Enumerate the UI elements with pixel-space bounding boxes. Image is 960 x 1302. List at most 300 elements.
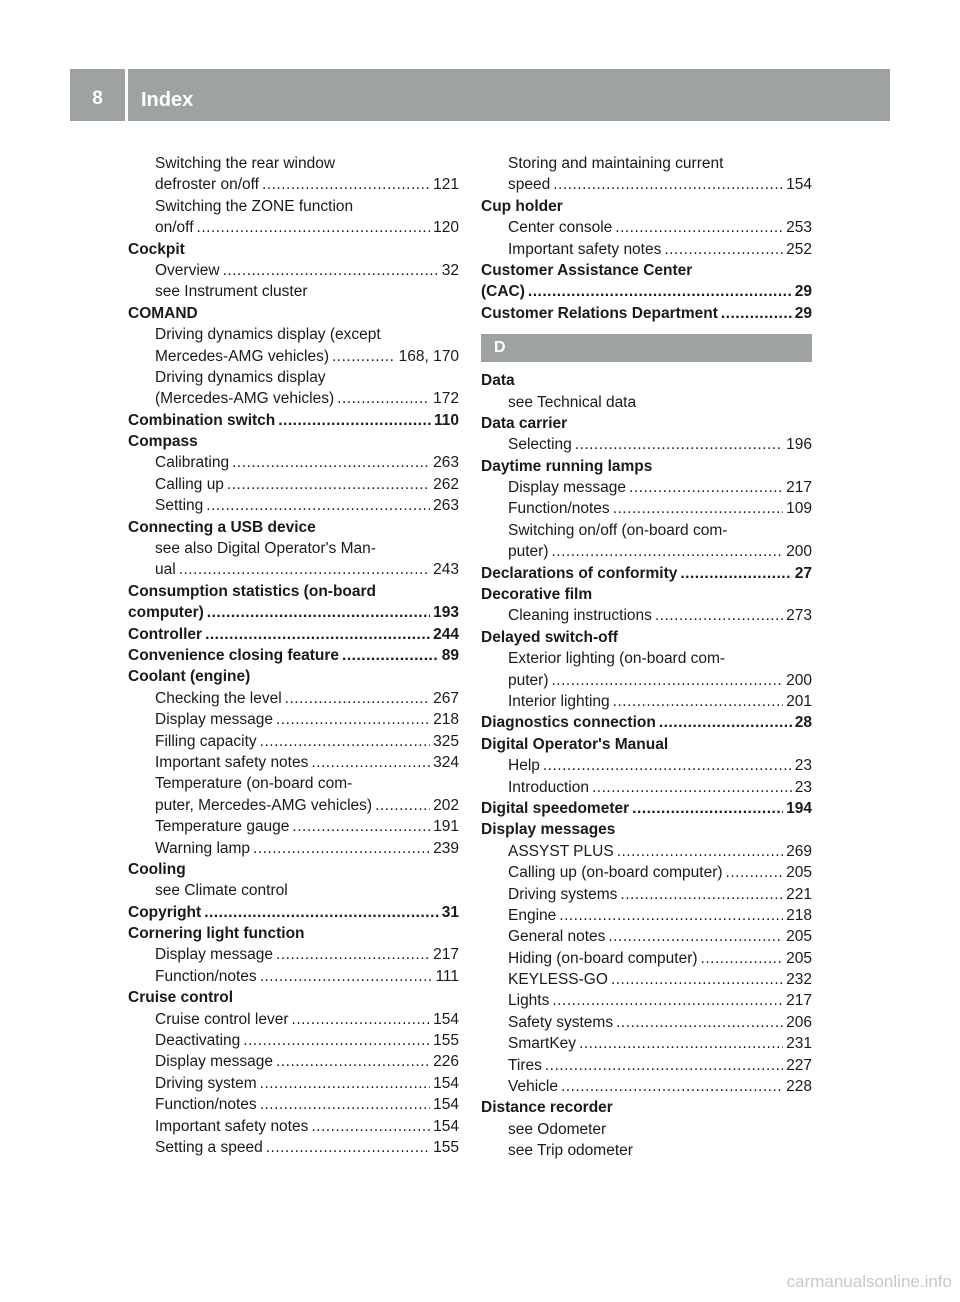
dot-leader: [552, 670, 784, 691]
index-subentry: [481, 174, 812, 195]
dot-leader: [204, 902, 439, 923]
dot-leader: [616, 1012, 783, 1033]
index-subentry: [128, 773, 459, 794]
entry-text: on/off: [155, 219, 194, 237]
entry-text: Cup holder: [481, 197, 563, 215]
entry-text: Controller: [128, 625, 203, 643]
page-reference: 226: [433, 1053, 459, 1071]
entry-text: Convenience closing feature: [128, 646, 340, 664]
page-reference: 232: [786, 971, 812, 989]
index-subentry: [481, 153, 812, 174]
page-reference: 253: [786, 219, 812, 237]
entry-text: Important safety notes: [155, 753, 309, 771]
entry-text: Temperature (on-board com-: [155, 775, 353, 793]
entry-text: Important safety notes: [155, 1117, 309, 1135]
entry-text: Cockpit: [128, 240, 185, 258]
index-subentry: [481, 605, 812, 626]
entry-text: Vehicle: [508, 1078, 558, 1096]
index-subentry: [481, 990, 812, 1011]
entry-text: Warning lamp: [155, 839, 251, 857]
dot-leader: [278, 410, 431, 431]
dot-leader: [253, 838, 430, 859]
page-reference: 227: [786, 1056, 812, 1074]
dot-leader: [545, 1055, 783, 1076]
index-subentry: [128, 217, 459, 238]
page-reference: 110: [433, 411, 459, 429]
page-reference: 89: [441, 646, 459, 664]
entry-text: Calling up: [155, 475, 224, 493]
entry-text: see Odometer: [508, 1120, 607, 1138]
page-reference: 172: [433, 390, 459, 408]
index-subentry: [481, 1140, 812, 1161]
dot-leader: [227, 474, 430, 495]
entry-text: Selecting: [508, 436, 572, 454]
entry-text: Tires: [508, 1056, 542, 1074]
index-subentry: [481, 1055, 812, 1076]
entry-text: Checking the level: [155, 689, 282, 707]
entry-text: Distance recorder: [481, 1099, 613, 1117]
entry-text: SmartKey: [508, 1035, 577, 1053]
index-subentry: [128, 944, 459, 965]
entry-text: (CAC): [481, 283, 525, 301]
entry-text: Daytime running lamps: [481, 457, 653, 475]
dot-leader: [629, 477, 783, 498]
page-reference: 111: [435, 967, 459, 985]
dot-leader: [285, 688, 430, 709]
index-heading: [481, 456, 812, 477]
page-title: Index: [141, 89, 194, 111]
entry-text: Deactivating: [155, 1032, 241, 1050]
index-heading: [481, 196, 812, 217]
page-reference: 191: [433, 818, 459, 836]
entry-text: Driving systems: [508, 885, 618, 903]
entry-text: Coolant (engine): [128, 668, 251, 686]
index-heading: [481, 712, 812, 733]
dot-leader: [664, 239, 783, 260]
entry-text: Data carrier: [481, 414, 568, 432]
dot-leader: [260, 1073, 430, 1094]
entry-text: Combination switch: [128, 411, 276, 429]
page-reference: 231: [786, 1035, 812, 1053]
index-heading: [128, 303, 459, 324]
page-reference: 263: [433, 497, 459, 515]
index-subentry: [128, 1009, 459, 1030]
index-subentry: [128, 196, 459, 217]
page-reference: 324: [433, 753, 459, 771]
index-subentry: [481, 884, 812, 905]
page-reference: 202: [433, 796, 459, 814]
dot-leader: [262, 174, 430, 195]
entry-text: Diagnostics connection: [481, 714, 656, 732]
entry-text: puter): [508, 543, 549, 561]
index-subentry: [481, 755, 812, 776]
index-subentry: [128, 1051, 459, 1072]
index-heading: [481, 1097, 812, 1118]
page-reference: 325: [433, 732, 459, 750]
index-heading: [481, 819, 812, 840]
index-column-right: [481, 153, 812, 1162]
dot-leader: [632, 798, 783, 819]
dot-leader: [337, 388, 430, 409]
page-reference: 252: [786, 240, 812, 258]
index-subentry: [481, 1012, 812, 1033]
entry-text: Declarations of conformity: [481, 564, 678, 582]
page-reference: 263: [433, 454, 459, 472]
page-reference: 168, 170: [398, 347, 459, 365]
index-column-left: [128, 153, 459, 1158]
entry-text: Switching on/off (on-board com-: [508, 521, 728, 539]
dot-leader: [726, 862, 784, 883]
index-subentry: [128, 388, 459, 409]
dot-leader: [375, 795, 430, 816]
index-subentry: [481, 1033, 812, 1054]
index-subentry: [128, 559, 459, 580]
entry-text: Customer Assistance Center: [481, 261, 693, 279]
page-reference: 121: [433, 176, 459, 194]
index-subentry: [128, 966, 459, 987]
index-subentry: [128, 752, 459, 773]
page-reference: 267: [433, 689, 459, 707]
index-subentry: [481, 862, 812, 883]
index-subentry: [481, 777, 812, 798]
dot-leader: [721, 303, 792, 324]
dot-leader: [276, 1051, 430, 1072]
index-subentry: [128, 260, 459, 281]
dot-leader: [701, 948, 784, 969]
dot-leader: [608, 926, 783, 947]
entry-text: Switching the ZONE function: [155, 197, 354, 215]
entry-text: Setting: [155, 497, 204, 515]
entry-text: Function/notes: [155, 967, 257, 985]
index-subentry: [128, 495, 459, 516]
index-subentry: [128, 838, 459, 859]
entry-text: Storing and maintaining current: [508, 155, 724, 172]
index-heading: [481, 260, 812, 281]
entry-text: Display message: [155, 1053, 274, 1071]
index-subentry: [128, 452, 459, 473]
watermark: carmanualsonline.info: [786, 1272, 952, 1291]
index-subentry: [481, 905, 812, 926]
dot-leader: [260, 966, 433, 987]
index-heading: [128, 602, 459, 623]
entry-text: ASSYST PLUS: [508, 842, 614, 860]
page-reference: 205: [786, 864, 812, 882]
dot-leader: [613, 498, 783, 519]
dot-leader: [579, 1033, 783, 1054]
entry-text: puter): [508, 671, 549, 689]
index-subentry: [481, 648, 812, 669]
index-subentry: [481, 1119, 812, 1140]
index-subentry: [481, 392, 812, 413]
section-letter: D: [481, 334, 812, 362]
page-reference: 154: [433, 1096, 459, 1114]
index-subentry: [481, 841, 812, 862]
entry-text: Display message: [508, 479, 627, 497]
index-heading: [481, 413, 812, 434]
page-reference: 154: [433, 1010, 459, 1028]
dot-leader: [179, 559, 430, 580]
dot-leader: [617, 841, 783, 862]
entry-text: Digital Operator's Manual: [481, 735, 669, 753]
dot-leader: [528, 281, 792, 302]
index-heading: [481, 798, 812, 819]
page-reference: 269: [786, 842, 812, 860]
index-subentry: [128, 324, 459, 345]
index-heading: [128, 902, 459, 923]
dot-leader: [553, 174, 783, 195]
entry-text: Interior lighting: [508, 692, 610, 710]
index-heading: [128, 859, 459, 880]
dot-leader: [615, 217, 783, 238]
index-subentry: [481, 691, 812, 712]
page-header: [70, 69, 890, 121]
page-reference: 23: [794, 757, 812, 775]
page-reference: 155: [433, 1032, 459, 1050]
entry-text: Connecting a USB device: [128, 518, 316, 536]
index-heading: [481, 303, 812, 324]
entry-text: Cleaning instructions: [508, 607, 652, 625]
dot-leader: [655, 605, 783, 626]
index-subentry: [128, 1116, 459, 1137]
dot-leader: [332, 346, 396, 367]
page-reference: 23: [794, 778, 812, 796]
page-reference: 200: [786, 671, 812, 689]
index-subentry: [481, 969, 812, 990]
dot-leader: [659, 712, 792, 733]
dot-leader: [620, 884, 783, 905]
index-subentry: [128, 688, 459, 709]
entry-text: Driving dynamics display: [155, 368, 326, 386]
index-heading: [128, 239, 459, 260]
entry-text: Lights: [508, 992, 550, 1010]
entry-text: Calibrating: [155, 454, 230, 472]
page-reference: 217: [786, 992, 812, 1010]
dot-leader: [342, 645, 439, 666]
index-subentry: [128, 709, 459, 730]
entry-text: Cruise control lever: [155, 1010, 289, 1028]
entry-text: Exterior lighting (on-board com-: [508, 650, 726, 668]
entry-text: Hiding (on-board computer): [508, 949, 698, 967]
page-reference: 155: [433, 1138, 459, 1156]
index-subentry: [128, 1094, 459, 1115]
dot-leader: [552, 541, 784, 562]
dot-leader: [197, 217, 431, 238]
entry-text: see Climate control: [155, 882, 288, 900]
index-subentry: [128, 816, 459, 837]
entry-text: Data: [481, 372, 515, 390]
index-subentry: [481, 217, 812, 238]
entry-text: Decorative film: [481, 586, 593, 604]
page-reference: 27: [794, 564, 812, 582]
entry-text: Help: [508, 757, 540, 775]
entry-text: Safety systems: [508, 1013, 614, 1031]
page-number: 8: [92, 88, 103, 109]
dot-leader: [611, 969, 783, 990]
dot-leader: [311, 752, 430, 773]
index-subentry: [128, 474, 459, 495]
index-heading: [481, 584, 812, 605]
page-reference: 205: [786, 949, 812, 967]
index-subentry: [481, 239, 812, 260]
index-heading: [481, 370, 812, 391]
page-reference: 201: [786, 692, 812, 710]
dot-leader: [552, 990, 783, 1011]
entry-text: (Mercedes-AMG vehicles): [155, 390, 335, 408]
index-subentry: [128, 1073, 459, 1094]
dot-leader: [292, 816, 430, 837]
index-heading: [128, 410, 459, 431]
entry-text: Cooling: [128, 860, 186, 878]
entry-text: Introduction: [508, 778, 589, 796]
entry-text: Customer Relations Department: [481, 304, 718, 322]
page-reference: 29: [794, 283, 812, 301]
index-subentry: [481, 477, 812, 498]
header-divider: [125, 69, 128, 121]
entry-text: Center console: [508, 219, 613, 237]
page-reference: 206: [786, 1013, 812, 1031]
entry-text: Driving system: [155, 1074, 257, 1092]
entry-text: Calling up (on-board computer): [508, 864, 723, 882]
entry-text: Display message: [155, 946, 274, 964]
entry-text: ual: [155, 561, 176, 579]
page-reference: 120: [433, 219, 459, 237]
dot-leader: [232, 452, 430, 473]
index-subentry: [128, 174, 459, 195]
index-subentry: [481, 434, 812, 455]
index-subentry: [128, 538, 459, 559]
index-heading: [128, 517, 459, 538]
dot-leader: [266, 1137, 430, 1158]
index-heading: [481, 734, 812, 755]
entry-text: Digital speedometer: [481, 799, 630, 817]
dot-leader: [561, 1076, 783, 1097]
dot-leader: [575, 434, 783, 455]
index-heading: [481, 281, 812, 302]
entry-text: see Trip odometer: [508, 1142, 633, 1160]
entry-text: Switching the rear window: [155, 155, 336, 172]
page-reference: 200: [786, 543, 812, 561]
dot-leader: [680, 563, 791, 584]
page-reference: 221: [786, 885, 812, 903]
index-subentry: [481, 541, 812, 562]
dot-leader: [311, 1116, 430, 1137]
index-subentry: [481, 498, 812, 519]
page-reference: 262: [433, 475, 459, 493]
page-reference: 239: [433, 839, 459, 857]
entry-text: Cruise control: [128, 989, 234, 1007]
entry-text: Copyright: [128, 903, 202, 921]
page-reference: 154: [786, 176, 812, 194]
dot-leader: [205, 624, 430, 645]
index-subentry: [128, 153, 459, 174]
entry-text: Function/notes: [508, 500, 610, 518]
page-reference: 228: [786, 1078, 812, 1096]
entry-text: Filling capacity: [155, 732, 257, 750]
entry-text: speed: [508, 176, 551, 194]
index-heading: [128, 624, 459, 645]
entry-text: Mercedes-AMG vehicles): [155, 347, 329, 365]
page-reference: 28: [794, 714, 812, 732]
entry-text: Temperature gauge: [155, 818, 290, 836]
index-subentry: [481, 1076, 812, 1097]
page-reference: 194: [786, 799, 812, 817]
entry-text: Consumption statistics (on-board: [128, 582, 376, 600]
entry-text: COMAND: [128, 304, 198, 322]
index-subentry: [481, 520, 812, 541]
page-reference: 154: [433, 1117, 459, 1135]
entry-text: computer): [128, 604, 204, 622]
index-heading: [128, 666, 459, 687]
dot-leader: [292, 1009, 431, 1030]
index-subentry: [128, 1030, 459, 1051]
page-reference: 217: [433, 946, 459, 964]
entry-text: Overview: [155, 261, 220, 279]
page-reference: 218: [433, 711, 459, 729]
page-reference: 31: [441, 903, 459, 921]
index-subentry: [481, 948, 812, 969]
dot-leader: [276, 709, 430, 730]
entry-text: KEYLESS-GO: [508, 971, 608, 989]
index-subentry: [481, 926, 812, 947]
index-subentry: [128, 731, 459, 752]
index-subentry: [128, 367, 459, 388]
index-subentry: [128, 880, 459, 901]
page-reference: 32: [441, 261, 459, 279]
entry-text: Compass: [128, 433, 198, 451]
entry-text: Function/notes: [155, 1096, 257, 1114]
page-reference: 244: [433, 625, 459, 643]
entry-text: Display message: [155, 711, 274, 729]
entry-text: see Instrument cluster: [155, 283, 308, 301]
dot-leader: [559, 905, 783, 926]
entry-text: Setting a speed: [155, 1138, 263, 1156]
entry-text: defroster on/off: [155, 176, 259, 194]
entry-text: General notes: [508, 928, 606, 946]
index-subentry: [128, 346, 459, 367]
entry-text: puter, Mercedes-AMG vehicles): [155, 796, 373, 814]
page-reference: 243: [433, 561, 459, 579]
index-subentry: [128, 795, 459, 816]
dot-leader: [260, 1094, 430, 1115]
dot-leader: [207, 602, 430, 623]
entry-text: Cornering light function: [128, 925, 305, 943]
page-reference: 196: [786, 436, 812, 454]
page-reference: 273: [786, 607, 812, 625]
index-heading: [128, 431, 459, 452]
page-reference: 193: [433, 604, 459, 622]
dot-leader: [543, 755, 792, 776]
dot-leader: [260, 731, 430, 752]
page-reference: 109: [786, 500, 812, 518]
index-heading: [481, 563, 812, 584]
entry-text: Display messages: [481, 821, 616, 839]
dot-leader: [223, 260, 439, 281]
page-reference: 217: [786, 479, 812, 497]
page-reference: 29: [794, 304, 812, 322]
index-subentry: [128, 1137, 459, 1158]
index-subentry: [481, 670, 812, 691]
index-heading: [128, 923, 459, 944]
entry-text: Important safety notes: [508, 240, 662, 258]
dot-leader: [592, 777, 792, 798]
index-heading: [128, 987, 459, 1008]
index-heading: [481, 627, 812, 648]
index-heading: [128, 581, 459, 602]
dot-leader: [206, 495, 430, 516]
entry-text: Delayed switch-off: [481, 628, 618, 646]
dot-leader: [613, 691, 783, 712]
entry-text: Engine: [508, 906, 557, 924]
